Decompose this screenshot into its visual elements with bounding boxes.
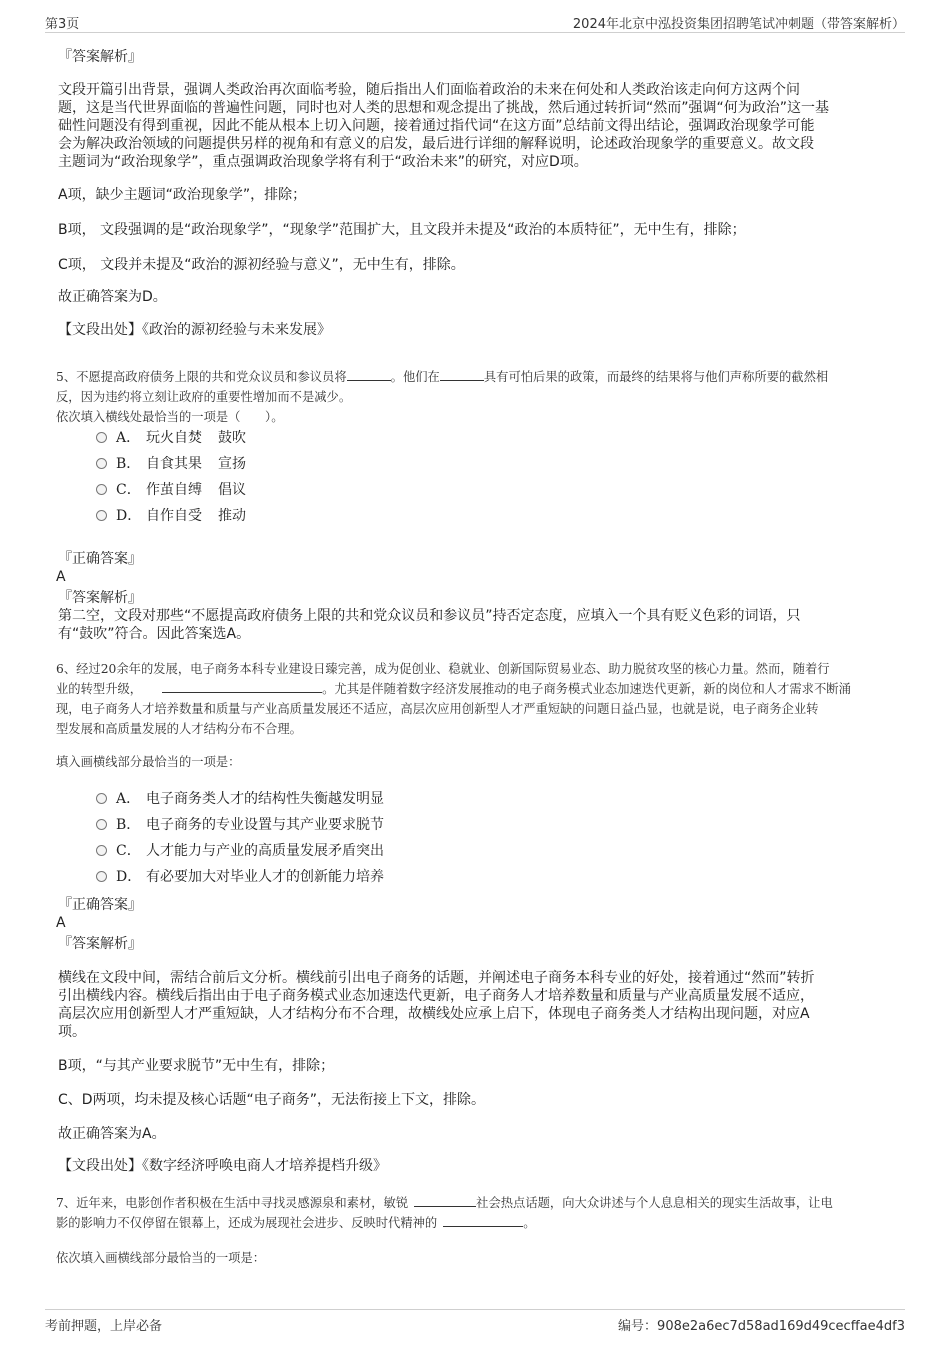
q5-prompt: 依次填入横线处最恰当的一项是（ ）。	[56, 410, 284, 424]
radio-icon[interactable]	[96, 793, 107, 804]
q6-analysis-label: 『答案解析』	[58, 936, 142, 952]
blank-line	[443, 1213, 523, 1227]
page-number: 第3页	[45, 17, 80, 32]
q4-conclusion: 故正确答案为D。	[58, 289, 167, 305]
radio-icon[interactable]	[96, 432, 107, 443]
q4-analysis-line: 文段开篇引出背景，强调人类政治再次面临考验，随后指出人们面临着政治的未来在何处和人类政治该走向何方这两个问	[58, 82, 800, 98]
q5-stem: 5、不愿提高政府债务上限的共和党众议员和参议员将 。他们在 具有可怕后果的政策，而最终的结果将与他们声称所要的截然相 反，因为违约将立刻让政府的重要性增加而不是减少。 依次填入横线处最恰当的一项是（ ）。	[56, 367, 896, 427]
q4-analysis-line: 会为解决政治领域的问题提供另样的视角和有意义的启发，最后进行详细的解释说明，论述政治现象学的重要意义。故文段	[58, 136, 814, 152]
radio-icon[interactable]	[96, 484, 107, 495]
radio-icon[interactable]	[96, 510, 107, 521]
radio-icon[interactable]	[96, 845, 107, 856]
radio-icon[interactable]	[96, 871, 107, 882]
q4-option-a-note: A项，缺少主题词“政治现象学”，排除；	[58, 187, 307, 203]
q6-option-d[interactable]: D． 有必要加大对毕业人才的创新能力培养	[96, 868, 384, 886]
q4-analysis-label: 『答案解析』	[58, 49, 142, 65]
q6-option-b-note: B项，“与其产业要求脱节”无中生有，排除；	[58, 1058, 335, 1074]
q5-answer-label: 『正确答案』	[58, 551, 142, 567]
q4-analysis-line: 主题词为“政治现象学”，重点强调政治现象学将有利于“政治未来”的研究，对应D项。	[58, 154, 588, 170]
q5-answer: A	[56, 569, 66, 585]
footer-slogan: 考前押题，上岸必备	[45, 1319, 163, 1334]
blank-line	[414, 1193, 476, 1207]
q4-option-b-note: B项， 文段强调的是“政治现象学”，“现象学”范围扩大，且文段并未提及“政治的本质特征”，无中生有，排除；	[58, 222, 746, 238]
q6-prompt: 填入画横线部分最恰当的一项是：	[56, 755, 241, 769]
document-code: 编号：908e2a6ec7d58ad169d49cecffae4df3	[618, 1319, 905, 1334]
q5-option-c[interactable]: C． 作茧自缚 倡议	[96, 481, 246, 499]
q6-answer: A	[56, 915, 66, 931]
q5-option-a[interactable]: A． 玩火自焚 鼓吹	[96, 429, 246, 447]
q4-source: 【文段出处】《政治的源初经验与未来发展》	[58, 322, 331, 338]
q6-answer-label: 『正确答案』	[58, 897, 142, 913]
q6-option-b[interactable]: B． 电子商务的专业设置与其产业要求脱节	[96, 816, 384, 834]
q7-prompt: 依次填入画横线部分最恰当的一项是：	[56, 1251, 266, 1265]
q6-analysis: 横线在文段中间，需结合前后文分析。横线前引出电子商务的话题，并阐述电子商务本科专业的好处，接着通过“然而”转折 引出横线内容。横线后指出由于电子商务模式业态加速迭代更新，电子商务人才培养数量和质量与产业高质量发展不适应， 高层次应用创新型人才严重短缺，人才结构分布不合理，故横线处应承上启下，体现电子商务类人才结构出现问题，对应A 项。	[58, 970, 815, 1040]
q5-analysis-label: 『答案解析』	[58, 590, 142, 606]
page-header	[45, 10, 905, 33]
q4-analysis	[58, 81, 898, 171]
q4-option-c-note: C项， 文段并未提及“政治的源初经验与意义”，无中生有，排除。	[58, 257, 465, 273]
q6-option-cd-note: C、D两项，均未提及核心话题“电子商务”，无法衔接上下文，排除。	[58, 1092, 486, 1108]
blank-line	[162, 679, 322, 693]
q7-stem: 7、近年来，电影创作者积极在生活中寻找灵感源泉和素材，敏锐 社会热点话题，向大众讲述与个人息息相关的现实生活故事，让电 影的影响力不仅停留在银幕上，还成为展现社会进步、反映时代精神的 。	[56, 1193, 896, 1233]
document-title: 2024年北京中泓投资集团招聘笔试冲刺题（带答案解析）	[572, 17, 905, 32]
radio-icon[interactable]	[96, 819, 107, 830]
q5-option-d[interactable]: D． 自作自受 推动	[96, 507, 246, 525]
blank-line	[440, 367, 484, 381]
q4-analysis-line: 础性问题没有得到重视，因此不能从根本上切入问题，接着通过指代词“在这方面”总结前文得出结论，强调政治现象学可能	[58, 118, 815, 134]
blank-line	[347, 367, 391, 381]
q6-conclusion: 故正确答案为A。	[58, 1126, 166, 1142]
radio-icon[interactable]	[96, 458, 107, 469]
page-footer	[45, 1309, 905, 1336]
q6-source: 【文段出处】《数字经济呼唤电商人才培养提档升级》	[58, 1158, 387, 1174]
q4-analysis-line: 题，这是当代世界面临的普遍性问题，同时也对人类的思想和观念提出了挑战，然后通过转折词“然而”强调“何为政治”这一基	[58, 100, 830, 116]
q6-option-a[interactable]: A． 电子商务类人才的结构性失衡越发明显	[96, 790, 384, 808]
q6-stem: 6、经过20余年的发展，电子商务本科专业建设日臻完善，成为促创业、稳就业、创新国际贸易业态、助力脱贫攻坚的核心力量。然而，随着行 业的转型升级， 。尤其是伴随着数字经济发展推动的电子商务模式业态加速迭代更新，新的岗位和人才需求不断涌 现，电子商务人才培养数量和质量与产业高质量发展还不适应，高层次应用创新型人才严重短缺的问题日益凸显，也就是说，电子商务企业转 型发展和高质量发展的人才结构分布不合理。	[56, 662, 851, 736]
q5-analysis: 第二空，文段对那些“不愿提高政府债务上限的共和党众议员和参议员”持否定态度，应填入一个具有贬义色彩的词语，只 有“鼓吹”符合。因此答案选A。	[58, 608, 801, 642]
q5-option-b[interactable]: B． 自食其果 宣扬	[96, 455, 246, 473]
q6-option-c[interactable]: C． 人才能力与产业的高质量发展矛盾突出	[96, 842, 384, 860]
